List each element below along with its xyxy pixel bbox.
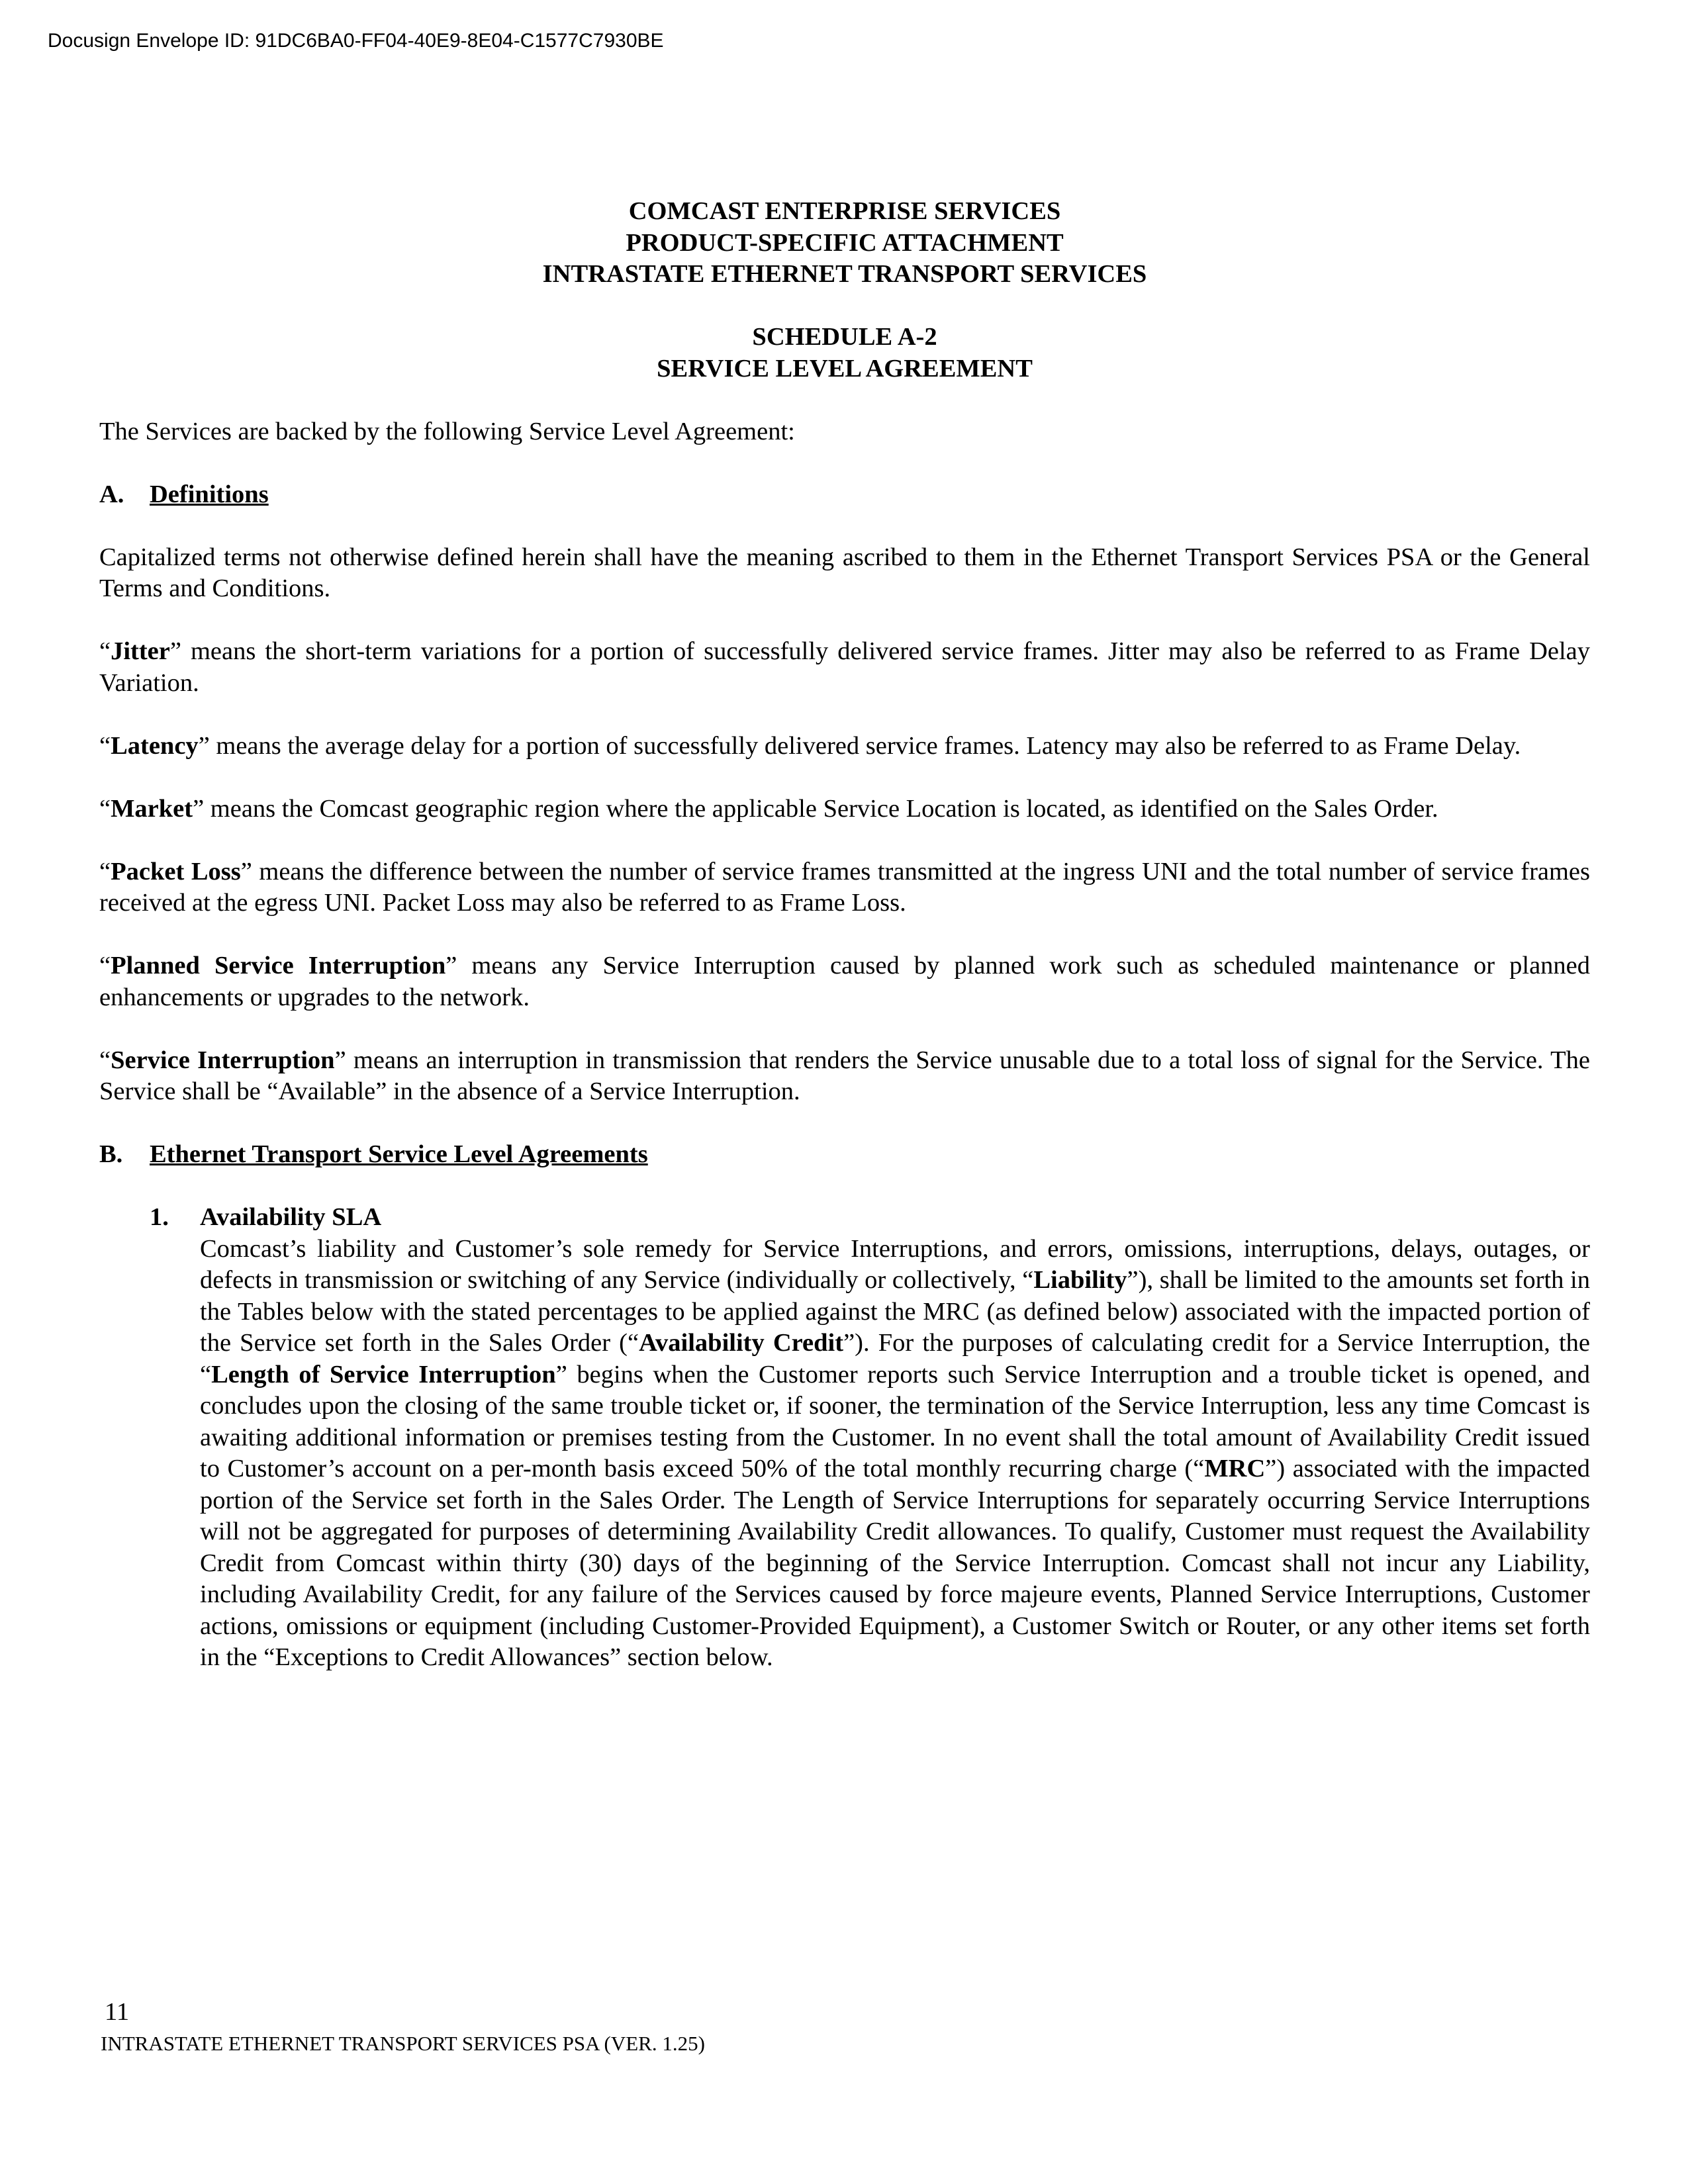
definition-service-interruption: “Service Interruption” means an interruption in transmission that renders the Service unusable due to a total loss of signal for the Service. The Service shall be “Available” in the absence of a Service Interruption. — [99, 1046, 1590, 1105]
item-number: 1. — [150, 1203, 169, 1231]
document-heading — [99, 196, 1590, 385]
term-market: Market — [111, 794, 193, 823]
envelope-id: Docusign Envelope ID: 91DC6BA0-FF04-40E9-8E04-C1577C7930BE — [48, 30, 664, 52]
heading-line-2: PRODUCT-SPECIFIC ATTACHMENT — [626, 228, 1064, 257]
term-latency: Latency — [111, 731, 199, 760]
section-b-title: Ethernet Transport Service Level Agreements — [150, 1140, 648, 1168]
intro-text: The Services are backed by the following Service Level Agreement: — [99, 417, 795, 445]
term-service-interruption: Service Interruption — [111, 1046, 335, 1074]
term-planned-service-interruption: Planned Service Interruption — [111, 952, 446, 979]
term-availability-credit: Availability Credit — [639, 1329, 844, 1357]
term-jitter: Jitter — [111, 637, 170, 665]
heading-line-3: INTRASTATE ETHERNET TRANSPORT SERVICES — [542, 260, 1147, 288]
section-b-letter: B. — [99, 1140, 123, 1168]
term-packet-loss: Packet Loss — [111, 857, 241, 886]
definition-jitter: “Jitter” means the short-term variations for a portion of successfully delivered service frames. Jitter may also be referred to as Frame Delay Variation. — [99, 637, 1590, 697]
footer-text: INTRASTATE ETHERNET TRANSPORT SERVICES PSA (VER. 1.25) — [101, 2032, 705, 2055]
heading-line-4: SCHEDULE A-2 — [752, 323, 937, 351]
availability-sla-title: Availability SLA — [200, 1203, 382, 1231]
definition-packet-loss: “Packet Loss” means the difference between the number of service frames transmitted at the ingress UNI and the total number of service frames received at the egress UNI. Packet Loss may also be referred to as Frame Loss. — [99, 857, 1590, 917]
document-body — [99, 196, 1590, 1674]
term-liability: Liability — [1033, 1266, 1127, 1294]
section-a-heading — [99, 479, 1590, 511]
availability-sla-paragraph: Comcast’s liability and Customer’s sole remedy for Service Interruptions, and errors, omissions, interruptions, delays, outages, or defects in transmission or switching of any Service (individually or collectively, “Liability”), shall be limited to the amounts set forth in the Tables below with the stated percentages to be applied against the MRC (as defined below) associated with the impacted portion of the Service set forth in the Sales Order (“Availability Credit”). For the purposes of calculating credit for a Service Interruption, the “Length of Service Interruption” begins when the Customer reports such Service Interruption and a trouble ticket is opened, and concludes upon the closing of the same trouble ticket or, if sooner, the termination of the Service Interruption, less any time Comcast is awaiting additional information or premises testing from the Customer. In no event shall the total amount of Availability Credit issued to Customer’s account on a per-month basis exceed 50% of the total monthly recurring charge (“MRC”) associated with the impacted portion of the Service set forth in the Sales Order. The Length of Service Interruptions for separately occurring Service Interruptions will not be aggregated for purposes of determining Availability Credit allowances. To qualify, Customer must request the Availability Credit from Comcast within thirty (30) days of the beginning of the Service Interruption. Comcast shall not incur any Liability, including Availability Credit, for any failure of the Services caused by force majeure events, Planned Service Interruptions, Customer actions, omissions or equipment (including Customer-Provided Equipment), a Customer Switch or Router, or any other items set forth in the “Exceptions to Credit Allowances” section below. — [200, 1234, 1591, 1671]
term-length-of-service-interruption: Length of Service Interruption — [211, 1360, 556, 1388]
page-number: 11 — [105, 1998, 130, 2026]
heading-line-1: COMCAST ENTERPRISE SERVICES — [628, 197, 1061, 225]
definition-latency: “Latency” means the average delay for a portion of successfully delivered service frames. Latency may also be referred to as Frame Delay. — [99, 731, 1521, 760]
definition-planned-service-interruption: “Planned Service Interruption” means any Service Interruption caused by planned work such as scheduled maintenance or planned enhancements or upgrades to the network. — [99, 952, 1590, 1011]
heading-line-5: SERVICE LEVEL AGREEMENT — [657, 354, 1033, 383]
capitalized-terms-paragraph: Capitalized terms not otherwise defined herein shall have the meaning ascribed to them in the Ethernet Transport Services PSA or the General Terms and Conditions. — [99, 543, 1590, 602]
section-a-letter: A. — [99, 480, 124, 508]
section-a-title: Definitions — [150, 480, 269, 508]
availability-sla-item — [150, 1202, 1590, 1674]
definition-market: “Market” means the Comcast geographic region where the applicable Service Location is located, as identified on the Sales Order. — [99, 794, 1438, 823]
section-b-heading — [99, 1139, 1590, 1171]
term-mrc: MRC — [1204, 1455, 1266, 1482]
